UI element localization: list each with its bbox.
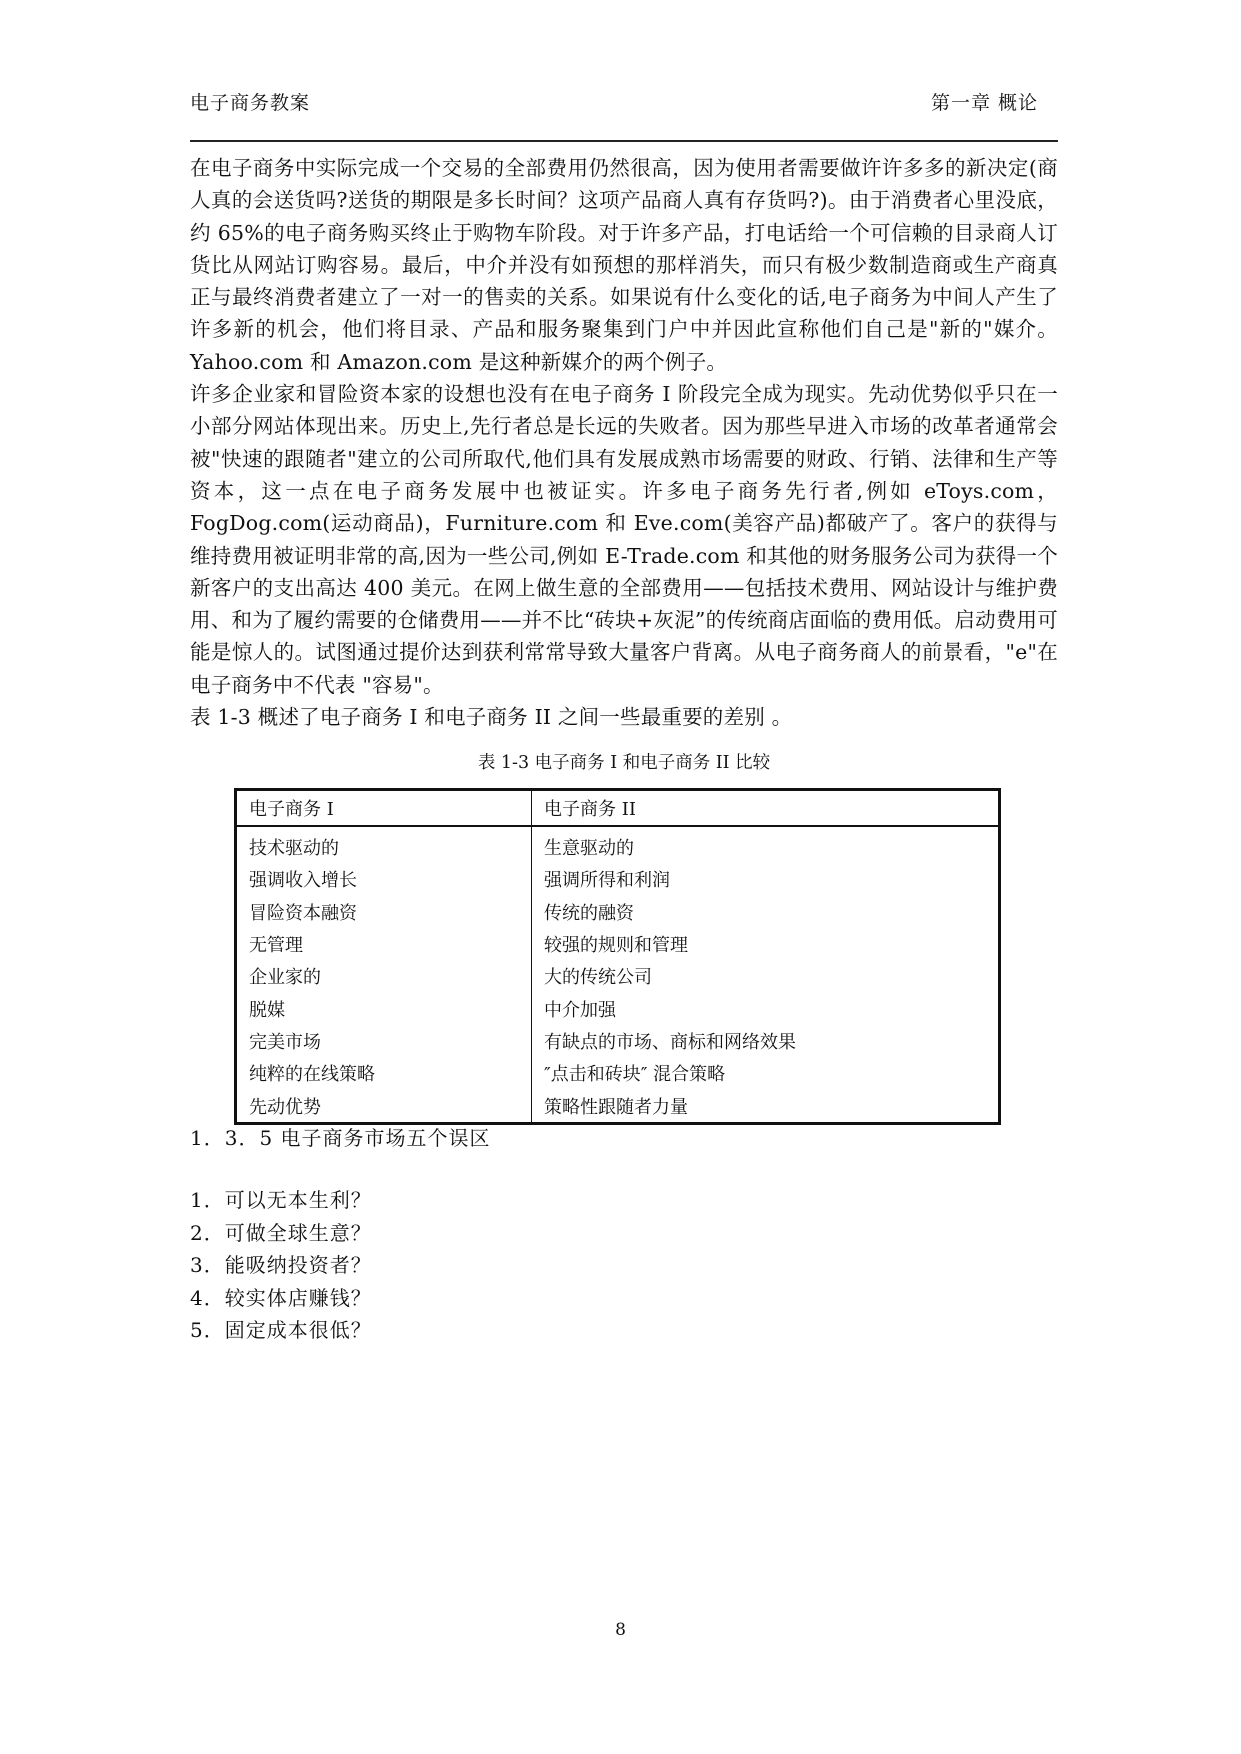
header-document-title: 电子商务教案 (190, 92, 311, 114)
table-cell: 大的传统公司 (544, 967, 652, 989)
table-cell: 策略性跟随者力量 (544, 1096, 688, 1118)
table-row (236, 1089, 1000, 1123)
table-header-row (236, 790, 1000, 827)
table-cell: 技术驱动的 (236, 826, 532, 863)
table-row (236, 896, 1000, 928)
list-item: 3．能吸纳投资者？ (190, 1253, 372, 1277)
paragraph-first-mover: 许多企业家和冒险资本家的设想也没有在电子商务 I 阶段完全成为现实。先动优势似乎只在一小部分网站体现出来。历史上,先行者总是长远的失败者。因为那些早进入市场的改革者通常会被"快速的跟随者"建立的公司所取代,他们具有发展成熟市场需要的财政、行销、法律和生产等资本，这一点在电子商务发展中也被证实。许多电子商务先行者,例如 eToys.com，FogDog.com(运动商品)，Furniture.com 和 Eve.com(美容产品)都破产了。客户的获得与维持费用被证明非常的高,因为一些公司,例如 E-Trade.com 和其他的财务服务公司为获得一个新客户的支出高达 400 美元。在网上做生意的全部费用——包括技术费用、网站设计与维护费用、和为了履约需要的仓储费用——并不比“砖块+灰泥”的传统商店面临的费用低。启动费用可能是惊人的。试图通过提价达到获利常常导致大量客户背离。从电子商务商人的前景看，"e"在电子商务中不代表 "容易"。 (190, 382, 1058, 697)
table-cell: ″点击和砖块″ 混合策略 (544, 1064, 726, 1086)
list-item: 5．固定成本很低？ (190, 1318, 372, 1342)
table-cell: 强调所得和利润 (544, 870, 670, 892)
paragraph-transaction-costs: 在电子商务中实际完成一个交易的全部费用仍然很高，因为使用者需要做许许多多的新决定(商人真的会送货吗?送货的期限是多长时间？这项产品商人真有存货吗?)。由于消费者心里没底，约 65%的电子商务购买终止于购物车阶段。对于许多产品，打电话给一个可信赖的目录商人订货比从网站订购容易。最后，中介并没有如预想的那样消失，而只有极少数制造商或生产商真正与最终消费者建立了一对一的售卖的关系。如果说有什么变化的话,电子商务为中间人产生了许多新的机会，他们将目录、产品和服务聚集到门户中并因此宣称他们自己是"新的"媒介。Yahoo.com 和 Amazon.com 是这种新媒介的两个例子。 (190, 156, 1058, 374)
table-cell: 无管理 (236, 928, 532, 960)
table-row (236, 960, 1000, 992)
misconception-list (190, 1184, 372, 1347)
table-header-ecommerce-2: 电子商务 II (532, 790, 1000, 827)
table-row (236, 1057, 1000, 1089)
comparison-table (234, 788, 1001, 1125)
list-item: 4．较实体店赚钱？ (190, 1285, 372, 1310)
table-cell: 纯粹的在线策略 (236, 1057, 532, 1089)
page-number: 8 (615, 1620, 626, 1640)
table-cell: 先动优势 (236, 1089, 532, 1123)
list-item: 1．可以无本生利？ (190, 1188, 372, 1212)
table-cell: 生意驱动的 (544, 838, 634, 860)
table-cell: 有缺点的市场、商标和网络效果 (544, 1031, 796, 1053)
table-cell: 企业家的 (236, 960, 532, 992)
table-row (236, 992, 1000, 1024)
section-heading: 1．3．5 电子商务市场五个误区 (190, 1126, 491, 1150)
table-row (236, 928, 1000, 960)
list-item: 2．可做全球生意？ (190, 1220, 372, 1245)
table-cell: 冒险资本融资 (236, 896, 532, 928)
page-header (190, 88, 1058, 142)
table-header-ecommerce-1: 电子商务 I (236, 790, 532, 827)
body-text (190, 152, 1058, 733)
table-row (236, 826, 1000, 863)
table-cell: 完美市场 (236, 1025, 532, 1057)
table-row (236, 1025, 1000, 1057)
table-cell: 传统的融资 (544, 902, 634, 924)
table-cell: 强调收入增长 (236, 863, 532, 895)
table-cell: 中介加强 (544, 999, 616, 1021)
header-chapter-title: 第一章 概论 (930, 92, 1038, 114)
table-caption: 表 1-3 电子商务 I 和电子商务 II 比较 (477, 753, 771, 773)
paragraph-table-intro: 表 1-3 概述了电子商务 I 和电子商务 II 之间一些最重要的差别 。 (190, 705, 793, 730)
table-cell: 脱媒 (236, 992, 532, 1024)
table-cell: 较强的规则和管理 (544, 935, 688, 957)
table-row (236, 863, 1000, 895)
